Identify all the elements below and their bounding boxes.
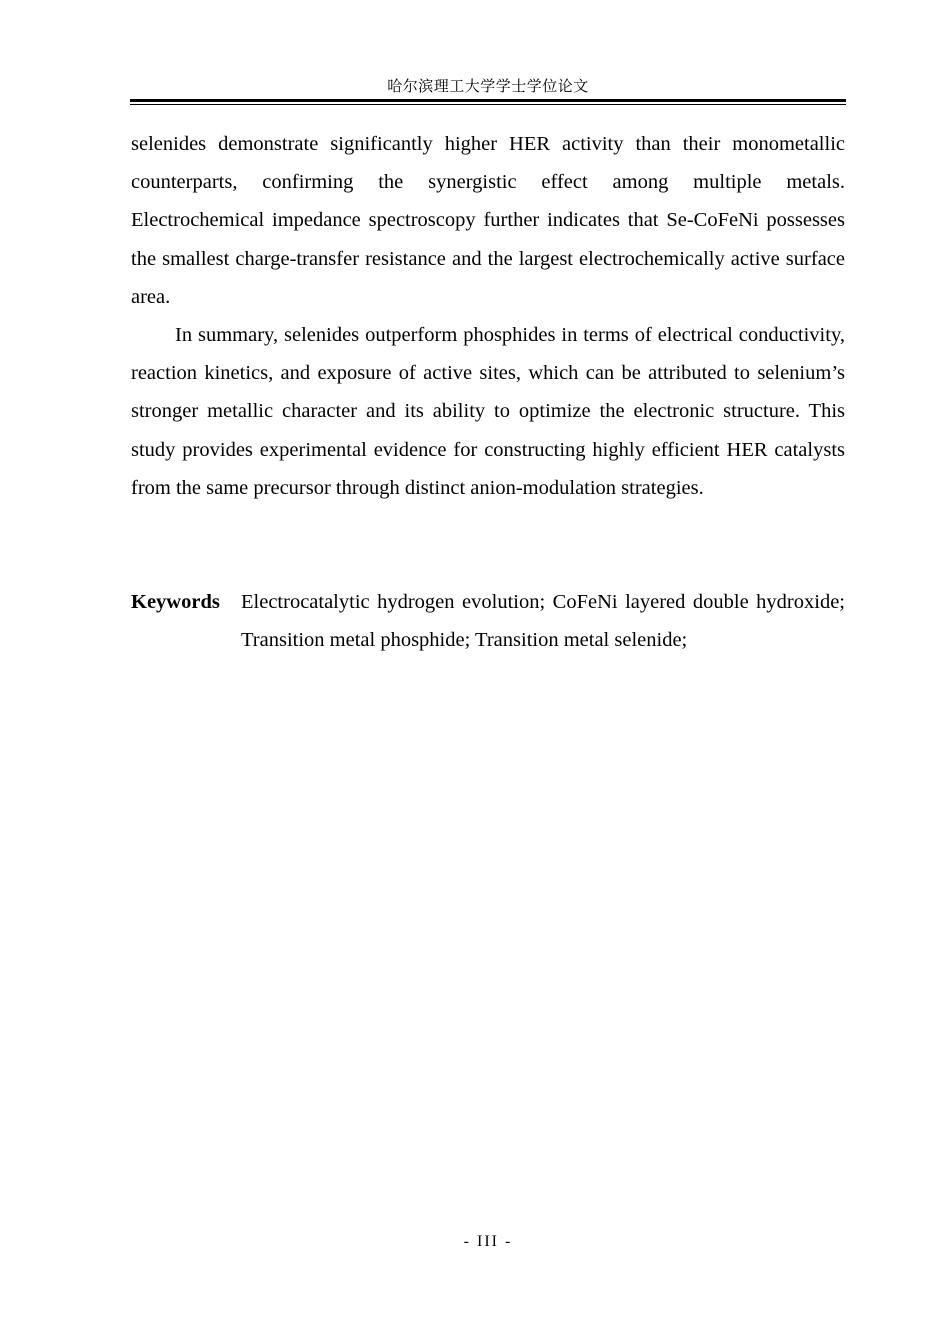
keywords-block (131, 583, 845, 659)
paragraph-summary: In summary, selenides outperform phosphides in terms of electrical conductivity, reaction kinetics, and exposure of active sites, which can be attributed to selenium’s stronger metallic character and its ability to optimize the electronic structure. This study provides experimental evidence for constructing highly efficient HER catalysts from the same precursor through distinct anion-modulation strategies. (131, 324, 845, 499)
paragraph-continued: selenides demonstrate significantly higher HER activity than their monometallic counterparts, confirming the synergistic effect among multiple metals. Electrochemical impedance spectroscopy further indicates that Se-CoFeNi possesses the smallest charge-transfer resistance and the largest electrochemically active surface area. (131, 133, 845, 308)
keywords-text: Electrocatalytic hydrogen evolution; CoFeNi layered double hydroxide; Transition metal phosphide; Transition metal selenide; (241, 591, 845, 652)
running-header: 哈尔滨理工大学学士学位论文 (387, 77, 589, 95)
body-text (131, 125, 845, 507)
header-rule-thin (130, 104, 846, 105)
header-rule-thick (130, 99, 846, 102)
keywords-label: Keywords (131, 591, 220, 613)
page-number: - III - (463, 1233, 513, 1250)
